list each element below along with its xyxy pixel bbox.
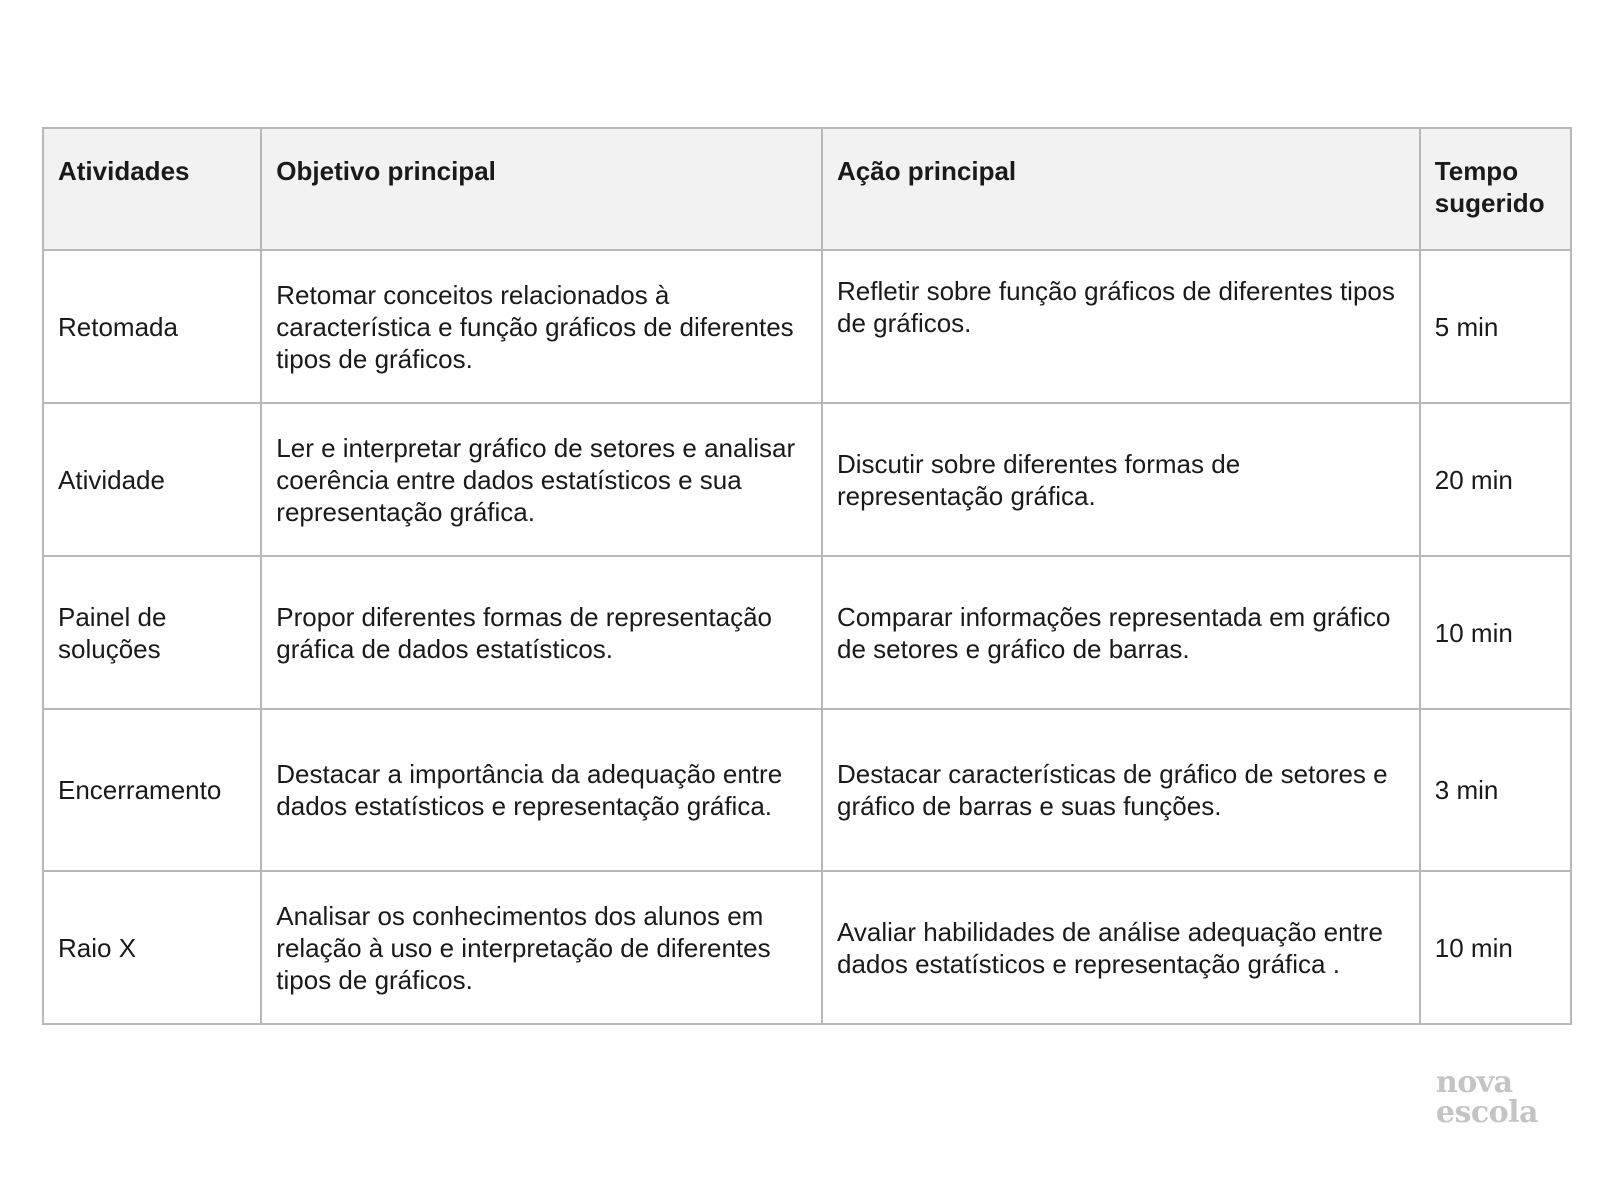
header-row (43, 128, 1571, 250)
table-body (43, 250, 1571, 1024)
cell-acao: Comparar informações representada em gráfico de setores e gráfico de barras. (822, 556, 1420, 709)
logo-line-nova: nova (1435, 1065, 1513, 1100)
table-row (43, 556, 1571, 709)
cell-acao: Refletir sobre função gráficos de diferentes tipos de gráficos. (822, 250, 1420, 403)
cell-tempo: 20 min (1420, 403, 1571, 556)
header-tempo-sugerido: Tempo sugerido (1420, 128, 1571, 250)
cell-tempo: 10 min (1420, 556, 1571, 709)
table-row (43, 250, 1571, 403)
cell-acao: Avaliar habilidades de análise adequação entre dados estatísticos e representação gráfica . (822, 871, 1420, 1024)
table-header (43, 128, 1571, 250)
cell-objetivo: Retomar conceitos relacionados à característica e função gráficos de diferentes tipos de gráficos. (261, 250, 822, 403)
cell-tempo: 5 min (1420, 250, 1571, 403)
cell-acao: Discutir sobre diferentes formas de representação gráfica. (822, 403, 1420, 556)
cell-objetivo: Propor diferentes formas de representação gráfica de dados estatísticos. (261, 556, 822, 709)
table-row (43, 403, 1571, 556)
table-row (43, 871, 1571, 1024)
lesson-plan-table (42, 127, 1572, 1025)
cell-atividade: Atividade (43, 403, 261, 556)
header-acao-principal: Ação principal (822, 128, 1420, 250)
cell-tempo: 10 min (1420, 871, 1571, 1024)
logo-line-escola: escola (1435, 1095, 1538, 1130)
cell-atividade: Raio X (43, 871, 261, 1024)
cell-atividade: Encerramento (43, 709, 261, 871)
cell-acao: Destacar características de gráfico de setores e gráfico de barras e suas funções. (822, 709, 1420, 871)
header-objetivo-principal: Objetivo principal (261, 128, 822, 250)
cell-atividade: Painel de soluções (43, 556, 261, 709)
cell-atividade: Retomada (43, 250, 261, 403)
table-row (43, 709, 1571, 871)
header-atividades: Atividades (43, 128, 261, 250)
cell-objetivo: Ler e interpretar gráfico de setores e analisar coerência entre dados estatísticos e sua representação gráfica. (261, 403, 822, 556)
nova-escola-logo (1435, 1065, 1538, 1130)
cell-objetivo: Analisar os conhecimentos dos alunos em relação à uso e interpretação de diferentes tipos de gráficos. (261, 871, 822, 1024)
cell-tempo: 3 min (1420, 709, 1571, 871)
cell-objetivo: Destacar a importância da adequação entre dados estatísticos e representação gráfica. (261, 709, 822, 871)
